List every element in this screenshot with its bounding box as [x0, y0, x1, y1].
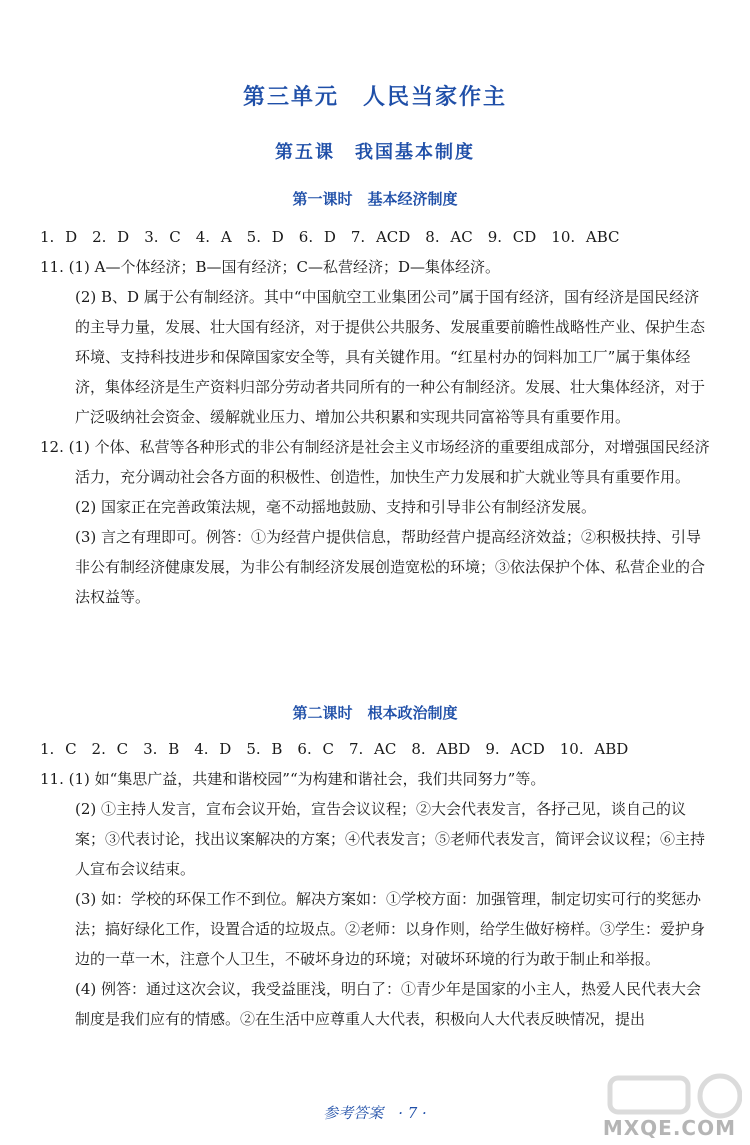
- lesson-title: 第五课 我国基本制度: [275, 142, 475, 163]
- unit-title: 第三单元 人民当家作主: [242, 85, 507, 110]
- period-2-q11-part1: 11. (1) 如“集思广益，共建和谐校园”“为构建和谐社会，我们共同努力”等。: [40, 770, 546, 788]
- watermark-text: MXQE.COM: [602, 1116, 736, 1140]
- period-1-q11-part2: (2) B、D 属于公有制经济。其中“中国航空工业集团公司”属于国有经济，国有经济是国民经济的主导力量，发展、壮大国有经济，对于提供公共服务、发展重要前瞻性战略性产业、保护生态环境、支持科技进步和保障国家安全等，具有关键作用。“红星村办的饲料加工厂”属于集体经济，集体经济是生产资料归部分劳动者共同所有的一种公有制经济。发展、壮大集体经济，对于广泛吸纳社会资金、缓解就业压力、增加公共积累和实现共同富裕等具有重要作用。: [75, 288, 706, 426]
- period-1-q12-part1: 12. (1) 个体、私营等各种形式的非公有制经济是社会主义市场经济的重要组成部分，对增强国民经济活力，充分调动社会各方面的积极性、创造性，加快生产力发展和扩大就业等具有重要作用。: [40, 438, 710, 486]
- period-1-title: 第一课时 基本经济制度: [292, 190, 458, 208]
- period-1-choice-answers: 1. D 2. D 3. C 4. A 5. D 6. D 7. ACD 8. AC 9. CD 10. ABC: [40, 228, 620, 246]
- period-1-q12-part2: (2) 国家正在完善政策法规，毫不动摇地鼓励、支持和引导非公有制经济发展。: [75, 498, 597, 516]
- page-footer: 参考答案 · 7 ·: [323, 1104, 427, 1122]
- period-1-answers: [40, 222, 710, 612]
- period-2-q11-part4: (4) 例答：通过这次会议，我受益匪浅，明白了：①青少年是国家的小主人，热爱人民代表大会制度是我们应有的情感。②在生活中应尊重人大代表，积极向人大代表反映情况，提出: [75, 980, 702, 1028]
- period-2-answers: [40, 734, 710, 1034]
- period-2-q11-part3: (3) 如：学校的环保工作不到位。解决方案如：①学校方面：加强管理，制定切实可行的奖惩办法；搞好绿化工作，设置合适的垃圾点。②老师：以身作则，给学生做好榜样。③学生：爱护身边的一草一木，注意个人卫生，不破坏身边的环境；对破坏环境的行为敢于制止和举报。: [75, 890, 706, 968]
- period-1-q12-part3: (3) 言之有理即可。例答：①为经营户提供信息，帮助经营户提高经济效益；②积极扶持、引导非公有制经济健康发展，为非公有制经济发展创造宽松的环境；③依法保护个体、私营企业的合法权益等。: [75, 528, 706, 606]
- period-1-q11-part1: 11. (1) A—个体经济；B—国有经济；C—私营经济；D—集体经济。: [40, 258, 500, 276]
- period-2-title: 第二课时 根本政治制度: [292, 704, 458, 722]
- period-2-q11-part2: (2) ①主持人发言，宣布会议开始，宣告会议议程；②大会代表发言，各抒己见，谈自己的议案；③代表讨论，找出议案解决的方案；④代表发言；⑤老师代表发言，简评会议议程；⑥主持人宣布会议结束。: [75, 800, 706, 878]
- period-2-choice-answers: 1. C 2. C 3. B 4. D 5. B 6. C 7. AC 8. ABD 9. ACD 10. ABD: [40, 740, 629, 758]
